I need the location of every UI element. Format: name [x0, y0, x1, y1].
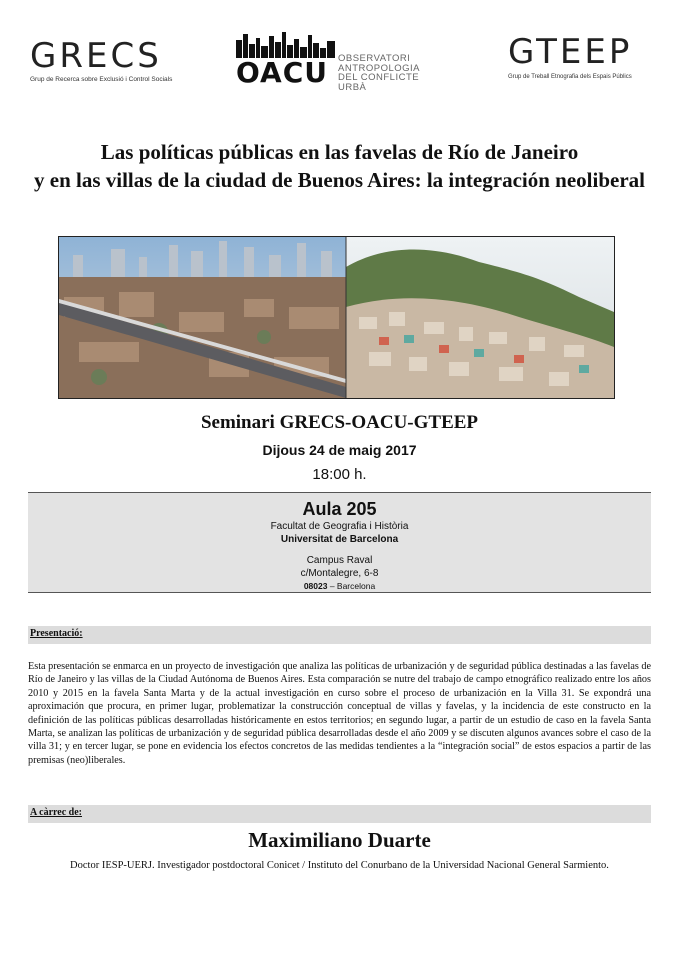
gteep-logo	[508, 34, 648, 80]
venue-postcode: 08023	[303, 581, 328, 591]
oacu-logo-subtitle: OBSERVATORI ANTROPOLOGIA DEL CONFLICTE URBÀ	[338, 53, 421, 93]
venue-campus: Campus Raval	[306, 555, 373, 566]
gteep-logo-subtitle: Grup de Treball Etnografia dels Espais Públics	[508, 74, 632, 80]
city-photo-image	[59, 237, 614, 398]
seminar-title: Seminari GRECS-OACU-GTEEP	[200, 412, 479, 433]
gteep-logo-name: GTEEP	[508, 32, 633, 72]
oacu-logo-name: OACU	[236, 56, 329, 89]
event-date: Dijous 24 de maig 2017	[262, 442, 417, 458]
grecs-logo-name: GRECS	[30, 36, 162, 76]
grecs-logo-subtitle: Grup de Recerca sobre Exclusió i Control Socials	[30, 76, 173, 83]
page-title: Las políticas públicas en las favelas de Río de Janeiro y en las villas de la ciudad de Buenos Aires: la integración neoliberal	[34, 140, 645, 192]
event-time: 18:00 h.	[312, 466, 367, 483]
venue-university: Universitat de Barcelona	[280, 534, 399, 545]
presentation-heading: Presentació:	[30, 628, 83, 639]
venue-faculty: Facultat de Geografia i Història	[270, 521, 409, 532]
speaker-heading-bar	[28, 805, 651, 823]
oacu-logo	[236, 30, 446, 93]
presentation-heading-bar	[28, 626, 651, 644]
city-skyline-icon	[236, 30, 336, 58]
presentation-text: Esta presentación se enmarca en un proyecto de investigación que analiza las políticas de urbanización y de seguridad pública destinadas a las favelas de Río de Janeiro y las villas de la Ciudad Autónoma de Buenos Aires. Esta comparación se nutre del trabajo de campo etnográfico realizado entre los años 2010 y 2015 en la favela Santa Marta y de la actual investigación en curso sobre el proceso de urbanización en la Villa 31. Se expondrá una aproximación que procura, en primer lugar, problematizar la construcción conceptual de villas y favelas, y la incidencia de este constructo en la definición de las políticas públicas desarrolladas históricamente en estos territorios; en segundo lugar, a partir de un estudio de caso en la favela Santa Marta, se analizan las políticas de urbanización y de seguridad pública desarrolladas desde el año 2009 y se discuten algunos avances sobre el caso de la villa 31; y en tercer lugar, se pone en evidencia los efectos concretos de las medidas tendientes a la “integración social” de estos espacios a partir de las premisas (neo)liberales.	[28, 661, 651, 766]
venue-street: c/Montalegre, 6-8	[300, 568, 379, 579]
venue-room: Aula 205	[302, 499, 377, 519]
speaker-name: Maximiliano Duarte	[248, 828, 431, 852]
venue-postcode-line	[28, 580, 651, 593]
grecs-logo	[30, 36, 173, 83]
venue-city: – Barcelona	[327, 581, 376, 591]
venue-box	[28, 492, 651, 593]
speaker-heading: A càrrec de:	[30, 807, 83, 818]
speaker-affiliation: Doctor IESP-UERJ. Investigador postdoctoral Conicet / Instituto del Conurbano de la Universidad Nacional General Sarmiento.	[70, 860, 609, 871]
favela-villa-photo	[58, 236, 615, 399]
